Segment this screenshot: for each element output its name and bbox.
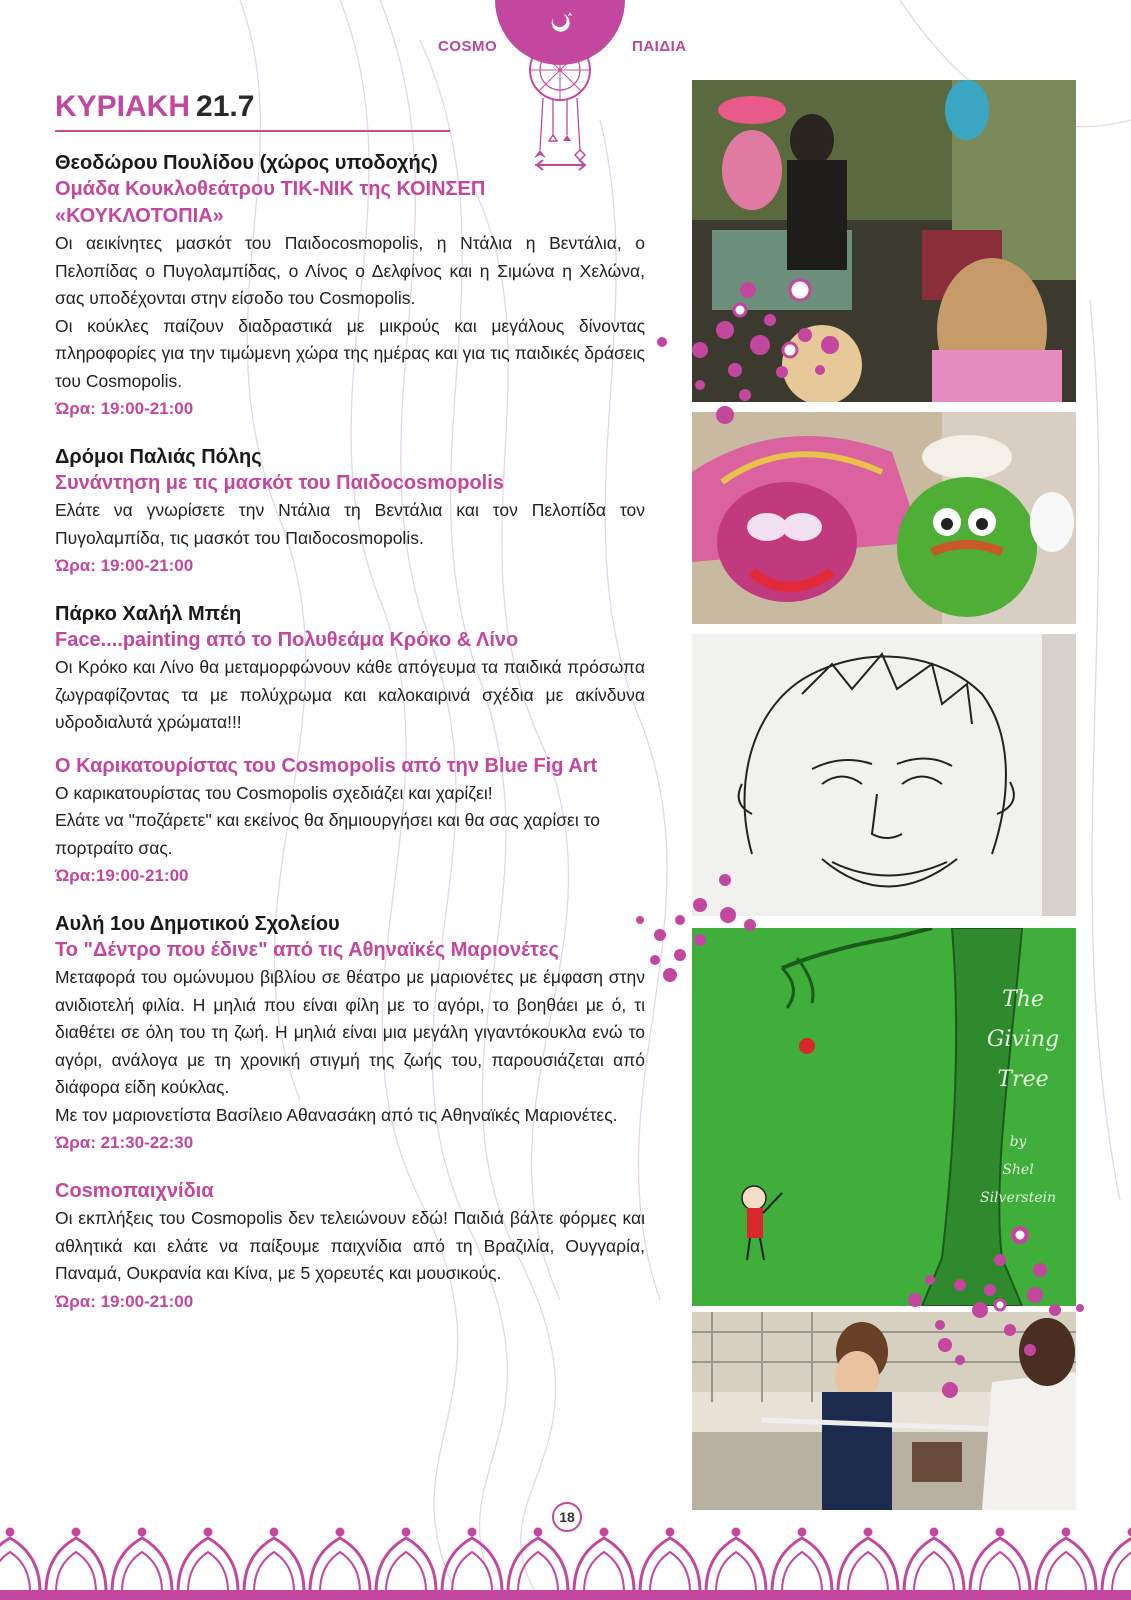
event-time: Ώρα:19:00-21:00 <box>55 866 189 885</box>
event-title: Ο Καρικατουρίστας του Cosmopolis από την Blue Fig Art <box>55 754 598 777</box>
event-title: Face....painting από το Πολυθεάμα Κρόκο & Λίνο <box>55 629 519 651</box>
event-description <box>55 1205 645 1288</box>
event-time: Ώρα: 19:00-21:00 <box>55 1291 194 1311</box>
photo-caricature <box>692 634 1076 916</box>
event-description <box>55 780 615 863</box>
header-left-label: COSMO <box>438 38 498 55</box>
event-list <box>55 150 645 1337</box>
event-description <box>55 497 645 552</box>
photo-tug-of-war <box>692 1312 1076 1510</box>
title-underline <box>55 130 450 132</box>
event-description <box>55 230 645 395</box>
event-paragraph: Οι κούκλες παίζουν διαδραστικά με μικρούς και μεγάλους δίνοντας πληροφορίες για την τιμώμενη χώρα της ημέρας και για τις παιδικές δράσεις του Cosmopolis. <box>55 315 645 391</box>
event-paragraph: Οι Κρόκο και Λίνο θα μεταμορφώνουν κάθε απόγευμα τα παιδικά πρόσωπα ζωγραφίζοντας τα με πολύχρωμα και καλοκαιρινά σχέδια με ακίνδυνα υδροδιαλυτά χρώματα!!! <box>55 657 645 732</box>
event-location: Δρόμοι Παλιάς Πόλης <box>55 446 262 468</box>
header-right-label: ΠΑΙΔΙΑ <box>632 38 687 55</box>
event-cosmo-games <box>55 1178 645 1315</box>
event-title: Ομάδα Κουκλοθεάτρου ΤΙΚ-ΝΙΚ της ΚΟΙΝΣΕΠ <box>55 178 486 200</box>
event-face-painting <box>55 601 645 737</box>
photo-puppet-show <box>692 80 1076 402</box>
event-description <box>55 964 645 1129</box>
event-paragraph: Οι εκπλήξεις του Cosmopolis δεν τελειώνουν εδώ! Παιδιά βάλτε φόρμες και αθλητικά και ελάτε να παίξουμε παιχνίδια από τη Βραζιλία, Ουγγαρία, Παναμά, Ουκρανία και Κίνα, με 5 χορευτές και μουσικούς. <box>55 1208 645 1283</box>
event-description <box>55 654 645 737</box>
event-paragraph: Οι αεικίνητες μασκότ του Παιδοcosmopolis, η Ντάλια η Βεντάλια, ο Πελοπίδας ο Πυγολαμπίδας, ο Λίνος ο Δελφίνος και η Σιμώνα η Χελώνα, σας υποδέχονται στην είσοδο του Cosmopolis. <box>55 233 645 308</box>
event-mascots-meeting <box>55 444 645 579</box>
event-location: Αυλή 1ου Δημοτικού Σχολείου <box>55 913 340 935</box>
book-title-line: The <box>1002 987 1044 1012</box>
event-puppet-theatre <box>55 150 645 422</box>
book-title-line: Tree <box>997 1067 1049 1092</box>
event-paragraph: Ελάτε να γνωρίσετε την Ντάλια τη Βεντάλια και τον Πελοπίδα τον Πυγολαμπίδα, τις μασκότ του Παιδοcosmopolis. <box>55 500 645 548</box>
event-time: Ώρα: 19:00-21:00 <box>55 399 194 418</box>
event-paragraph: Ελάτε να "ποζάρετε" και εκείνος θα δημιουργήσει και θα σας χαρίσει το πορτραίτο σας. <box>55 810 600 858</box>
footer-ornament <box>0 1520 1131 1600</box>
event-title: Συνάντηση με τις μασκότ του Παιδοcosmopolis <box>55 472 504 494</box>
event-caricaturist <box>55 753 645 890</box>
book-author-line: Shel <box>1002 1162 1034 1178</box>
page-number: 18 <box>552 1502 582 1532</box>
event-paragraph: Ο καρικατουρίστας του Cosmopolis σχεδιάζει και χαρίζει! <box>55 782 493 803</box>
event-time: Ώρα: 21:30-22:30 <box>55 1133 194 1152</box>
event-time: Ώρα: 19:00-21:00 <box>55 556 194 575</box>
event-location: Πάρκο Χαλήλ Μπέη <box>55 603 242 625</box>
event-title: Cosmoπαιχνίδια <box>55 1180 214 1202</box>
event-title: Το "Δέντρο που έδινε" από τις Αθηναϊκές Μαριονέτες <box>55 939 559 961</box>
book-author <box>968 1128 1068 1212</box>
book-title-line: Giving <box>986 1027 1060 1052</box>
photo-giving-tree-cover <box>692 928 1076 1306</box>
event-paragraph: Μεταφορά του ομώνυμου βιβλίου σε θέατρο με μαριονέτες με έμφαση στην ανιδιοτελή φιλία. Η μηλιά που είναι φίλη με το αγόρι, το βοηθάει με ό, τι διαθέτει σε όλη του τη ζωή. Η μηλιά είναι μια μεγάλη γιγαντόκουκλα ενώ το αγόρι, ανάλογα με τη χρονική στιγμή της ζωής του, παρουσιάζεται από διάφορα είδη κούκλας. <box>55 967 645 1097</box>
event-location: Θεοδώρου Πουλίδου (χώρος υποδοχής) <box>55 152 438 174</box>
day-name: ΚΥΡΙΑΚΗ <box>55 90 191 123</box>
book-title <box>978 980 1068 1100</box>
day-date: 21.7 <box>196 90 255 123</box>
event-paragraph: Με τον μαριονετίστα Βασίλειο Αθανασάκη από τις Αθηναϊκές Μαριονέτες. <box>55 1104 618 1125</box>
book-author-line: Silverstein <box>979 1190 1057 1206</box>
day-title <box>55 90 254 124</box>
book-author-line: by <box>1009 1134 1027 1150</box>
event-giving-tree <box>55 911 645 1156</box>
event-title-continued: «ΚΟΥΚΛΟΤΟΠΙΑ» <box>55 205 224 227</box>
photo-mascots <box>692 412 1076 624</box>
